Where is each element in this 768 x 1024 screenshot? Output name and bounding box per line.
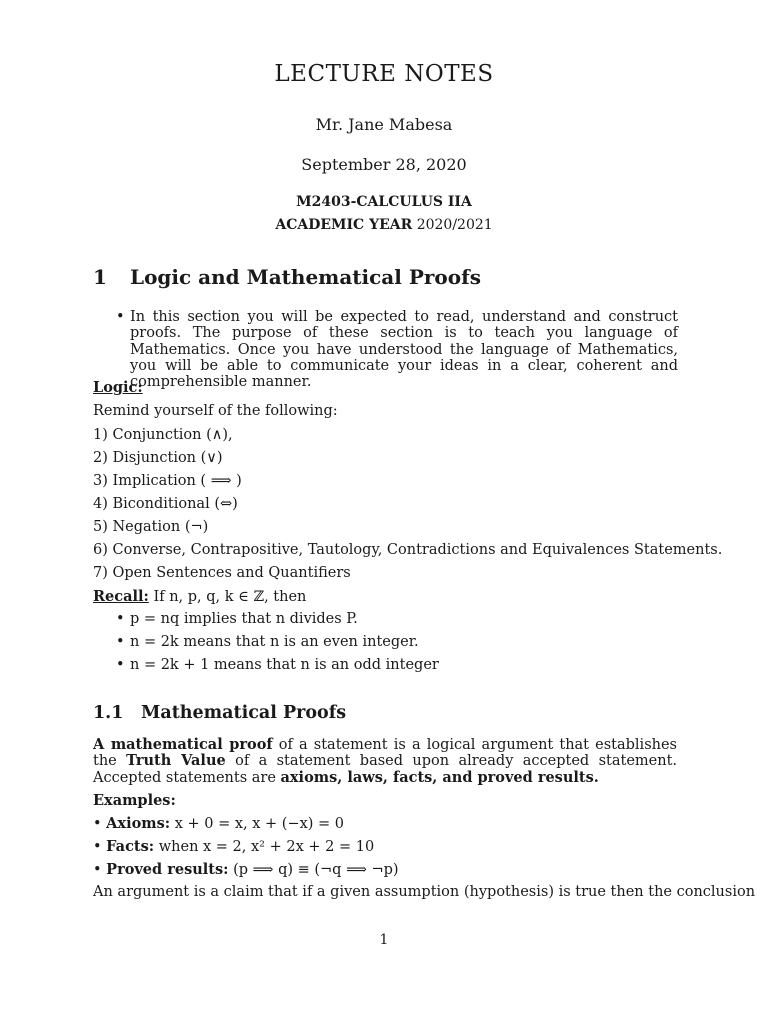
bullet-icon: •	[116, 309, 125, 325]
intro-text: In this section you will be expected to read, understand and construct proofs. The purpose of these section is to teach you language of Mathematics. Once you have understood the language of Mathematics, you will be able to communicate your ideas in a clear, coherent and comprehensible manner.	[130, 309, 678, 391]
academic-year	[0, 217, 768, 234]
list-item: 6) Converse, Contrapositive, Tautology, Contradictions and Equivalences Statements.	[93, 542, 723, 558]
example-item: • Facts: when x = 2, x² + 2x + 2 = 10	[93, 838, 375, 855]
author-name: Mr. Jane Mabesa	[315, 115, 453, 134]
page-number: 1	[379, 932, 389, 948]
recall-text: If n, p, q, k ∈ ℤ, then	[148, 589, 307, 605]
subsection-title: Mathematical Proofs	[141, 703, 347, 723]
recall-line	[93, 588, 306, 606]
remind-text: Remind yourself of the following:	[93, 403, 338, 419]
academic-year-value: 2020/2021	[416, 217, 493, 233]
section-1-1-heading	[93, 702, 346, 724]
bullet-icon: •	[116, 611, 125, 627]
recall-item: • n = 2k + 1 means that n is an odd integer	[116, 657, 439, 673]
example-item: • Proved results: (p ⟹ q) ≡ (¬q ⟹ ¬p)	[93, 861, 399, 878]
recall-item: • p = nq implies that n divides P.	[116, 611, 358, 627]
list-item: 2) Disjunction (∨)	[93, 450, 223, 466]
list-item: 1) Conjunction (∧),	[93, 427, 233, 443]
examples-heading: Examples:	[93, 792, 176, 809]
list-item: 4) Biconditional (⇔)	[93, 496, 238, 512]
document-date: September 28, 2020	[301, 155, 467, 174]
section-title: Logic and Mathematical Proofs	[130, 265, 481, 289]
bullet-icon: •	[93, 816, 102, 832]
list-item: 5) Negation (¬)	[93, 519, 209, 535]
section-number: 1	[93, 265, 107, 289]
recall-item: • n = 2k means that n is an even integer.	[116, 634, 419, 650]
proof-definition: A mathematical proof of a statement is a logical argument that establishes the Truth Value of a statement based upon already accepted statement. Accepted statements are axioms, laws, facts, and proved results.	[93, 736, 678, 786]
section-1-heading	[93, 264, 481, 290]
bullet-icon: •	[116, 634, 125, 650]
recall-heading: Recall:	[93, 588, 149, 605]
bullet-icon: •	[93, 862, 102, 878]
document-title: LECTURE NOTES	[274, 61, 494, 87]
section-intro-bullet	[116, 309, 678, 390]
academic-year-label: ACADEMIC YEAR	[275, 217, 413, 233]
bullet-icon: •	[116, 657, 125, 673]
logic-heading: Logic:	[93, 379, 143, 396]
list-item: 3) Implication ( ⟹ )	[93, 473, 242, 489]
bullet-icon: •	[93, 839, 102, 855]
list-item: 7) Open Sentences and Quantifiers	[93, 565, 351, 581]
argument-text: An argument is a claim that if a given assumption (hypothesis) is true then the conclusion	[93, 884, 756, 900]
subsection-number: 1.1	[93, 703, 124, 723]
course-code: M2403-CALCULUS IIA	[296, 194, 472, 210]
example-item: • Axioms: x + 0 = x, x + (−x) = 0	[93, 815, 345, 832]
